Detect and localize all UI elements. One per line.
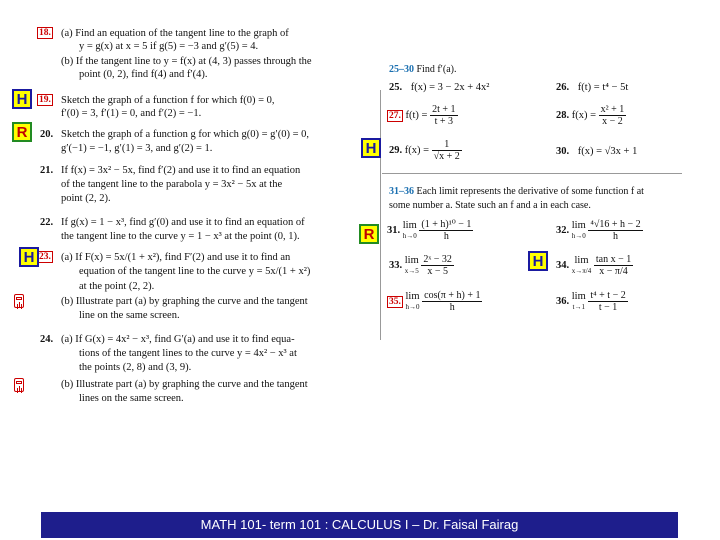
problem-number: 18. [39,28,51,38]
lim-subscript: h→0 [571,231,586,240]
problem-22-line2: the tangent line to the curve y = 1 − x³ at the point (0, 1). [61,231,300,242]
problem-21-line3: point (2, 2). [61,193,111,204]
problem-22-number: 22. [40,217,54,228]
recommended-badge-31: R [359,224,379,244]
problem-24-a-line2: tions of the tangent lines to the curve y = 4x² − x³ at [79,348,297,359]
numerator: t⁴ + t − 2 [590,290,626,301]
problem-number: 23. [39,252,51,262]
denominator: t + 3 [434,116,454,127]
problem-number: 33. [389,259,403,271]
limit-operator [572,292,586,312]
problem-number: 19. [39,95,51,105]
section-instruction-line2: some number a. State such an f and a in each case. [389,200,591,211]
lim-label: lim [405,290,420,302]
problem-number: 34. [556,259,570,271]
denominator: t − 1 [598,302,618,313]
problem-34 [556,254,633,277]
problem-number: 27. [389,110,401,121]
problem-18-a-line2: y = g(x) at x = 5 if g(5) = −3 and g′(5) = 4. [79,41,259,52]
lim-label: lim [571,219,586,231]
problem-21-line1: If f(x) = 3x² − 5x, find f′(2) and use it to find an equation [61,165,301,176]
homework-badge-19: H [12,89,32,109]
problem-19 [37,94,53,107]
limit-operator [572,221,586,241]
homework-badge-33: H [528,251,548,271]
homework-badge-29: H [361,138,381,158]
problem-29 [389,139,462,162]
section-31-36-heading-line1 [389,186,644,199]
lim-label: lim [402,219,417,231]
problem-28 [556,104,626,127]
fraction [588,290,627,313]
recommended-badge-20: R [12,122,32,142]
section-25-30-heading [389,64,456,77]
problem-24-b-line1: (b) Illustrate part (a) by graphing the curve and the tangent [61,379,308,390]
numerator: (1 + h)¹⁰ − 1 [421,219,472,230]
problem-number: 28. [556,109,570,121]
section-range: 31–36 [389,186,414,197]
lim-subscript: x→5 [404,266,419,275]
denominator: h [449,302,455,313]
section-instruction: Find f′(a). [416,64,457,75]
denominator: √x + 2 [433,151,460,162]
problem-31 [387,219,473,242]
problem-number: 25. [389,82,403,93]
problem-number: 29. [389,144,403,156]
denominator: h [443,231,449,242]
column-divider [380,90,381,340]
problem-number: 32. [556,224,570,236]
lim-subscript: h→0 [405,302,420,311]
fraction [588,219,642,242]
denominator: x − 5 [427,266,448,277]
lim-subscript: h→0 [402,231,417,240]
problem-number: 30. [556,146,570,157]
problem-number: 35. [389,296,401,307]
numerator: tan x − 1 [595,254,632,265]
problem-33 [389,254,454,277]
problem-20-number: 20. [40,129,54,140]
numerator: 1 [432,139,462,151]
problem-expression: f(t) = t⁴ − 5t [577,82,629,93]
lim-label: lim [404,254,419,266]
problem-23-a-line3: at the point (2, 2). [79,281,155,292]
problem-25 [389,82,489,95]
problem-27 [387,104,458,127]
problem-23-b-line1: (b) Illustrate part (a) by graphing the curve and the tangent [61,296,308,307]
function-lhs: f(x) = [404,144,430,156]
problem-23-b-line2: line on the same screen. [79,310,180,321]
numerator: ⁴√16 + h − 2 [590,219,641,230]
problem-18-b-line1: (b) If the tangent line to y = f(x) at (4, 3) passes through the [61,56,312,67]
fraction [422,290,482,313]
problem-23-a-line2: equation of the tangent line to the curve y = 5x/(1 + x²) [79,266,311,277]
problem-20-line1: Sketch the graph of a function g for which g(0) = g′(0) = 0, [61,129,309,140]
problem-number: 36. [556,295,570,307]
limit-operator [572,256,591,276]
problem-18-a-line1: (a) Find an equation of the tangent line to the graph of [61,28,289,39]
numerator: x² + 1 [600,104,625,115]
lim-subscript: x→π/4 [571,266,592,275]
problem-21-line2: of the tangent line to the parabola y = 3x² − 5x at the [61,179,283,190]
fraction [430,104,457,127]
denominator: h [613,231,619,242]
problem-23 [37,251,53,264]
problem-number: 31. [387,224,401,236]
limit-operator [406,292,420,312]
section-range: 25–30 [389,64,414,75]
problem-18 [37,27,53,40]
denominator: x − 2 [602,116,623,127]
homework-badge-23: H [19,247,39,267]
problem-24-number: 24. [40,334,54,345]
problem-18-b-line2: point (0, 2), find f(4) and f′(4). [79,69,208,80]
problem-23-a-line1: (a) If F(x) = 5x/(1 + x²), find F′(2) and use it to find an [61,252,291,263]
problem-number: 26. [556,82,570,93]
limit-operator [405,256,419,276]
section-instruction-line1: Each limit represents the derivative of some function f at [416,186,644,197]
numerator: cos(π + h) + 1 [424,290,481,301]
problem-expression: f(x) = √3x + 1 [577,146,638,157]
problem-32 [556,219,643,242]
section-divider [382,173,682,174]
fraction [432,139,462,162]
fraction [599,104,627,127]
problem-21-number: 21. [40,165,54,176]
numerator: 2t + 1 [432,104,456,115]
problem-expression: f(x) = 3 − 2x + 4x² [410,82,490,93]
fraction [419,219,473,242]
problem-30 [556,146,637,159]
fraction [421,254,454,277]
footer-banner: MATH 101- term 101 : CALCULUS I – Dr. Faisal Fairag [41,512,678,538]
problem-19-line1: Sketch the graph of a function f for which f(0) = 0, [61,95,275,106]
function-lhs: f(t) = [405,109,428,121]
problem-22-line1: If g(x) = 1 − x³, find g′(0) and use it to find an equation of [61,217,305,228]
lim-label: lim [574,254,589,266]
problem-35 [387,290,482,313]
problem-36 [556,290,628,313]
problem-24-a-line3: the points (2, 8) and (3, 9). [79,362,192,373]
lim-label: lim [571,290,586,302]
lim-subscript: t→1 [572,302,585,311]
problem-24-b-line2: lines on the same screen. [79,393,184,404]
graphing-calculator-icon [14,294,24,308]
denominator: x − π/4 [599,266,628,277]
function-lhs: f(x) = [571,109,597,121]
problem-19-line2: f′(0) = 3, f′(1) = 0, and f′(2) = −1. [61,108,202,119]
problem-24-a-line1: (a) If G(x) = 4x² − x³, find G′(a) and use it to find equa- [61,334,295,345]
graphing-calculator-icon [14,378,24,392]
problem-26 [556,82,628,95]
problem-20-line2: g′(−1) = −1, g′(1) = 3, and g′(2) = 1. [61,143,213,154]
fraction [594,254,633,277]
numerator: 2ˣ − 32 [423,254,452,265]
limit-operator [403,221,417,241]
